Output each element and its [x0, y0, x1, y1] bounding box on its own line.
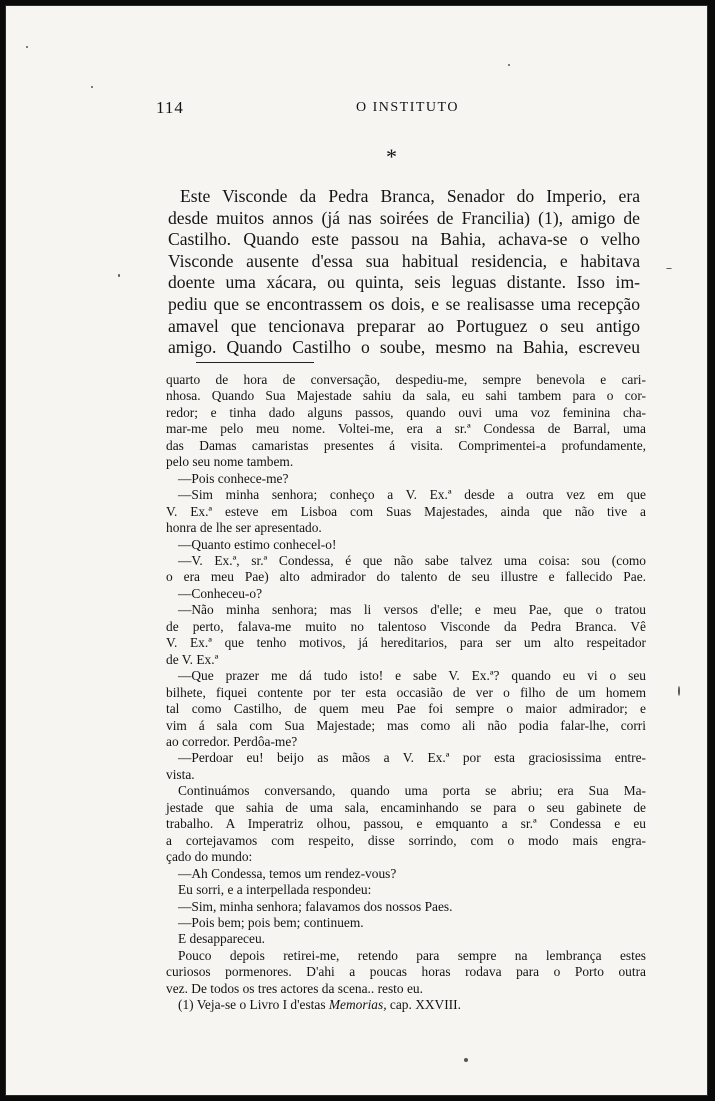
note-line: nhosa. Quando Sua Majestade sahiu da sala, eu sahi tambem para o cor- [166, 388, 646, 404]
note-line: —V. Ex.ª, sr.ª Condessa, é que não sabe talvez uma coisa: sou (como [178, 552, 646, 568]
section-separator: * [386, 144, 397, 169]
note-line: das Damas camaristas presentes á visita. Comprimentei-a profundamente, [166, 437, 646, 453]
footnote-work-title: Memorias, [328, 997, 387, 1013]
note-line: ao corredor. Perdôa-me? [166, 733, 298, 749]
note-line: —Ah Condessa, temos um rendez-vous? [178, 865, 397, 881]
text-line: amigo. Quando Castilho o soube, mesmo na Bahia, escreveu [168, 337, 640, 358]
text-line: desde muitos annos (já nas soirées de Francilia) (1), amigo de [168, 207, 640, 228]
text-line: pediu que se encontrassem os dois, e se realisasse uma recepção [168, 293, 640, 314]
note-line: V. Ex.ª que tenho motivos, já hereditarios, para ser um alto respeitador [166, 635, 646, 651]
note-line: vez. De todos os tres actores da scena.. resto eu. [166, 980, 423, 996]
note-line: —Perdoar eu! beijo as mãos a V. Ex.ª por esta graciosissima entre- [178, 750, 646, 766]
text-line: Visconde ausente d'essa sua habitual residencia, e habitava [168, 250, 640, 271]
note-line: —Quanto estimo conhecel-o! [178, 536, 337, 552]
note-line: pelo seu nome tambem. [166, 454, 294, 470]
note-line: quarto de hora de conversação, despediu-me, sempre benevola e cari- [166, 372, 646, 387]
note-line: —Pois conhece-me? [178, 470, 289, 486]
note-line: —Conheceu-o? [178, 585, 263, 601]
footnote-suffix: cap. XXVIII. [386, 997, 461, 1013]
page-number: 114 [156, 98, 184, 117]
notes-text [166, 372, 646, 1014]
book-page [5, 5, 708, 1096]
running-header [6, 98, 707, 120]
note-line: o era meu Pae) alto admirador do talento de seu illustre e fallecido Pae. [166, 569, 646, 585]
note-line: çado do mundo: [166, 849, 253, 865]
text-line: Este Visconde da Pedra Branca, Senador do Imperio, era [180, 186, 640, 206]
note-line: a cortejavamos com respeito, disse sorrindo, com o modo mais engra- [166, 832, 646, 848]
note-line: Pouco depois retirei-me, retendo para sempre na lembrança estes [178, 947, 646, 963]
note-line: —Pois bem; pois bem; continuem. [178, 914, 364, 930]
text-line: doente uma xácara, ou quinta, seis leguas distante. Isso im- [168, 272, 640, 293]
note-line: —Sim minha senhora; conheço a V. Ex.ª desde a outra vez em que [178, 487, 646, 503]
note-line: mar-me pelo meu nome. Voltei-me, era a sr.ª Condessa de Barral, uma [166, 421, 646, 437]
note-line: vim á sala com Sua Majestade; mas como ali não podia falar-lhe, corri [166, 717, 646, 733]
note-line: de V. Ex.ª [166, 651, 219, 667]
note-line: —Que prazer me dá tudo isto! e sabe V. Ex.ª? quando eu vi o seu [178, 668, 646, 684]
note-line: vista. [166, 766, 195, 782]
note-line: jestade que sahia de uma sala, encaminhando se para o seu gabinete de [166, 799, 646, 815]
footnote-prefix: (1) Veja-se o Livro I d'estas [178, 997, 329, 1013]
note-line: de perto, falava-me muito no talentoso Visconde da Pedra Branca. Vê [166, 618, 646, 634]
note-line: —Sim, minha senhora; falavamos dos nossos Paes. [178, 898, 453, 914]
main-text [168, 186, 640, 359]
text-line: Castilho. Quando este passou na Bahia, achava-se o velho [168, 229, 640, 250]
note-line: —Não minha senhora; mas li versos d'elle; e meu Pae, que o tratou [178, 602, 646, 618]
footnote-divider [196, 362, 314, 363]
note-line: E desappareceu. [178, 931, 265, 947]
note-line: tal como Castilho, de quem meu Pae foi sempre o maior admirador; e [166, 701, 646, 717]
note-line: redor; e tinha dado alguns passos, quando ouvi uma voz feminina cha- [166, 404, 646, 420]
note-line: curiosos pormenores. D'ahi a poucas horas rodava para o Porto outra [166, 964, 646, 980]
running-title: O INSTITUTO [356, 100, 459, 115]
note-line: honra de lhe ser apresentado. [166, 520, 322, 536]
note-line: bilhete, fiquei contente por ter esta occasião de ver o filho de um homem [166, 684, 646, 700]
note-line: trabalho. A Imperatriz olhou, passou, e emquanto a sr.ª Condessa e eu [166, 816, 646, 832]
footnote [166, 997, 646, 1013]
text-line: amavel que tencionava preparar ao Portuguez o seu antigo [168, 315, 640, 336]
note-line: V. Ex.ª esteve em Lisboa com Suas Majestades, ainda que não tive a [166, 503, 646, 519]
note-line: Eu sorri, e a interpellada respondeu: [178, 882, 372, 898]
note-line: Continuámos conversando, quando uma porta se abriu; era Sua Ma- [178, 783, 646, 799]
